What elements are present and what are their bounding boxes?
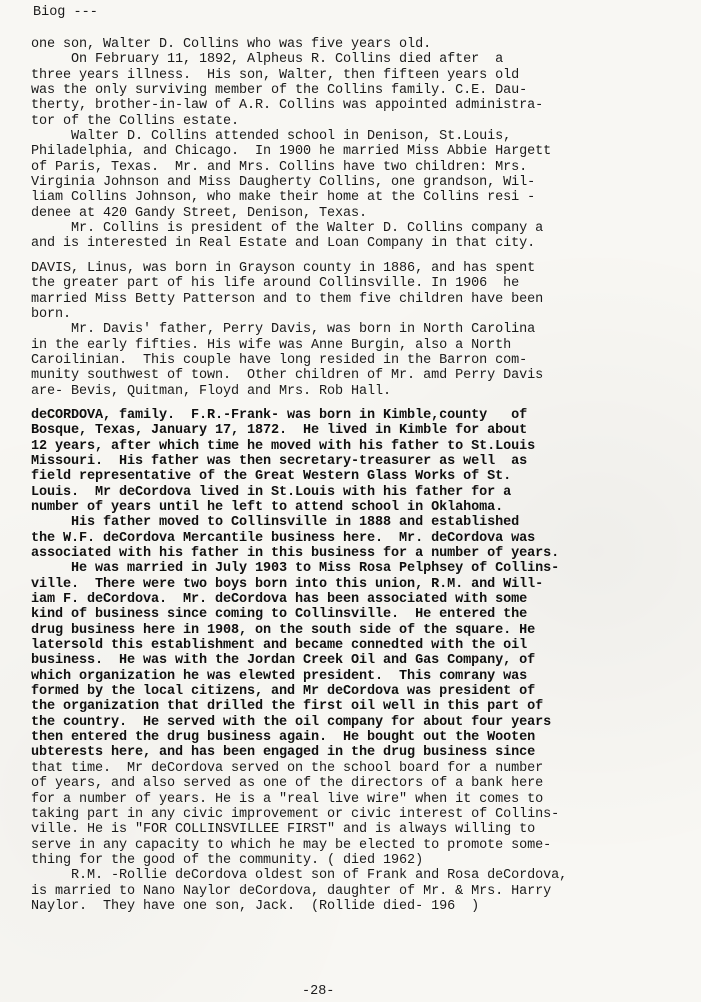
text-line: ubterests here, and has been engaged in the drug business since (31, 745, 536, 761)
text-line: Philadelphia, and Chicago. In 1900 he married Miss Abbie Hargett (31, 144, 552, 160)
text-line: ville. He is "FOR COLLINSVILLEE FIRST" and is always willing to (31, 822, 536, 838)
text-line: On February 11, 1892, Alpheus R. Collins died after a (31, 52, 504, 68)
text-line: therty, brother-in-law of A.R. Collins was appointed administra- (31, 98, 544, 114)
text-line: munity southwest of town. Other children of Mr. amd Perry Davis (31, 368, 544, 384)
text-line: of years, and also served as one of the directors of a bank here (31, 776, 544, 792)
text-line: Naylor. They have one son, Jack. (Rollide died- 196 ) (31, 898, 480, 914)
text-line: Caroilinian. This couple have long resided in the Barron com- (31, 352, 528, 368)
text-line: that time. Mr deCordova served on the school board for a number (31, 760, 544, 776)
text-line: denee at 420 Gandy Street, Denison, Texas. (31, 205, 368, 221)
text-line: number of years until he left to attend school in Oklahoma. (31, 499, 504, 515)
text-line: Missouri. His father was then secretary-treasurer as well as (31, 453, 528, 469)
text-line: DAVIS, Linus, was born in Grayson county in 1886, and has spent (31, 260, 536, 276)
text-line: associated with his father in this business for a number of years. (31, 546, 560, 561)
text-line: was the only surviving member of the Collins family. C.E. Dau- (31, 83, 528, 99)
text-line: born. (31, 306, 72, 322)
text-line: the greater part of his life around Collinsville. In 1906 he (31, 276, 520, 292)
text-line: Bosque, Texas, January 17, 1872. He lived in Kimble for about (31, 423, 528, 439)
text-line: the organization that drilled the first oil well in this part of (31, 699, 544, 715)
text-line: iam F. deCordova. Mr. deCordova has been associated with some (31, 592, 528, 608)
text-line: Walter D. Collins attended school in Denison, St.Louis, (31, 129, 512, 145)
text-line: liam Collins Johnson, who make their home at the Collins resi - (31, 190, 536, 206)
text-line: R.M. -Rollie deCordova oldest son of Frank and Rosa deCordova, (31, 868, 568, 884)
text-line: taking part in any civic improvement or civic interest of Collins- (31, 806, 560, 822)
text-line: latersold this establishment and became connedted with the oil (31, 638, 528, 654)
text-line: His father moved to Collinsville in 1888 and established (31, 515, 520, 531)
text-line: Virginia Johnson and Miss Daugherty Collins, one grandson, Wil- (31, 175, 536, 191)
document-body (31, 37, 699, 914)
text-line: 12 years, after which time he moved with his father to St.Louis (31, 438, 536, 454)
text-line: Mr. Collins is president of the Walter D. Collins company a (31, 221, 544, 237)
text-line: He was married in July 1903 to Miss Rosa Pelphsey of Collins- (31, 561, 560, 577)
text-line: Louis. Mr deCordova lived in St.Louis with his father for a (31, 484, 512, 500)
text-line: tor of the Collins estate. (31, 113, 240, 129)
text-line: serve in any capacity to which he may be elected to promote some- (31, 837, 552, 853)
paragraph-decordova (31, 408, 699, 914)
text-line: one son, Walter D. Collins who was five years old. (31, 37, 432, 52)
paragraph-gap (31, 399, 699, 408)
page-number: -28- (302, 984, 335, 999)
text-line: ville. There were two boys born into this union, R.M. and Will- (31, 576, 544, 592)
text-line: and is interested in Real Estate and Loan Company in that city. (31, 236, 536, 252)
paragraph-collins (31, 37, 699, 252)
text-line: is married to Nano Naylor deCordova, daughter of Mr. & Mrs. Harry (31, 883, 552, 899)
page-header: Biog --- (33, 5, 98, 20)
text-line: three years illness. His son, Walter, then fifteen years old (31, 67, 520, 83)
text-line: in the early fifties. His wife was Anne Burgin, also a North (31, 337, 512, 353)
text-line: are- Bevis, Quitman, Floyd and Mrs. Rob Hall. (31, 383, 392, 399)
text-line: formed by the local citizens, and Mr deCordova was president of (31, 684, 536, 700)
text-line: then entered the drug business again. He bought out the Wooten (31, 730, 536, 746)
text-line: field representative of the Great Western Glass Works of St. (31, 469, 512, 485)
text-line: the W.F. deCordova Mercantile business here. Mr. deCordova was (31, 530, 536, 546)
text-line: business. He was with the Jordan Creek Oil and Gas Company, of (31, 653, 536, 669)
text-line: deCORDOVA, family. F.R.-Frank- was born in Kimble,county of (31, 407, 528, 423)
text-line: drug business here in 1908, on the south side of the square. He (31, 622, 536, 638)
text-line: which organization he was elewted president. This comrany was (31, 668, 528, 684)
text-line: kind of business since coming to Collinsville. He entered the (31, 607, 528, 623)
text-line: thing for the good of the community. ( died 1962) (31, 852, 424, 868)
paragraph-davis (31, 261, 699, 399)
text-line: the country. He served with the oil company for about four years (31, 714, 552, 730)
paragraph-gap (31, 252, 699, 261)
text-line: Mr. Davis' father, Perry Davis, was born in North Carolina (31, 322, 536, 338)
text-line: married Miss Betty Patterson and to them five children have been (31, 291, 544, 307)
text-line: for a number of years. He is a "real live wire" when it comes to (31, 791, 544, 807)
text-line: of Paris, Texas. Mr. and Mrs. Collins have two children: Mrs. (31, 159, 528, 175)
